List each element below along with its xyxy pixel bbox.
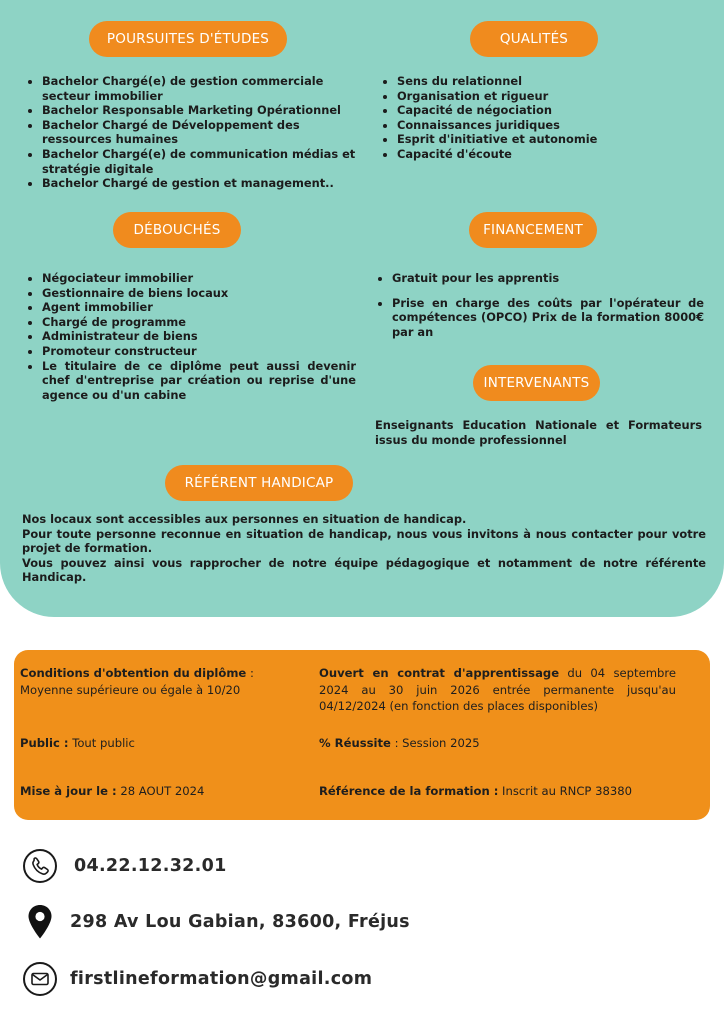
financement-heading: FINANCEMENT [469, 212, 597, 248]
handicap-text [22, 512, 706, 585]
list-item: • Bachelor Chargé de Développement des ressources humaines [42, 118, 362, 147]
list-item: • Prise en charge des coûts par l'opérateur de compétences (OPCO) Prix de la formation 8000€ par an [392, 296, 704, 340]
handicap-heading: RÉFÉRENT HANDICAP [165, 465, 353, 501]
list-item: • Le titulaire de ce diplôme peut aussi devenir chef d'entreprise par création ou reprise d'une agence ou d'un cabine [42, 359, 356, 403]
reussite-value: : Session 2025 [390, 736, 480, 750]
list-item: • Gratuit pour les apprentis [392, 271, 704, 286]
list-item: • Négociateur immobilier [42, 271, 356, 286]
list-item: • Esprit d'initiative et autonomie [397, 132, 717, 147]
reference-info [319, 783, 676, 800]
intervenants-heading: INTERVENANTS [473, 365, 600, 401]
public-value: Tout public [68, 736, 135, 750]
ouvert-label: Ouvert en contrat d'apprentissage [319, 666, 560, 680]
poursuites-list [26, 74, 362, 191]
contact-address[interactable] [22, 903, 410, 941]
list-item: • Capacité de négociation [397, 103, 717, 118]
conditions-separator: : [246, 666, 254, 680]
qualites-list [381, 74, 717, 162]
list-item: • Sens du relationnel [397, 74, 717, 89]
phone-number[interactable]: 04.22.12.32.01 [74, 856, 227, 876]
contact-email[interactable] [22, 961, 372, 997]
phone-icon [22, 848, 58, 884]
reussite-label: % Réussite [319, 736, 391, 750]
handicap-line-2: Pour toute personne reconnue en situation de handicap, nous vous invitons à nous contacter pour votre projet de formation. [22, 526, 706, 556]
location-pin-icon [22, 903, 58, 941]
reference-value: Inscrit au RNCP 38380 [498, 784, 632, 798]
public-label: Public : [20, 736, 69, 750]
ouvert-info [319, 665, 676, 715]
email-address[interactable]: firstlineformation@gmail.com [70, 969, 373, 989]
list-item: • Capacité d'écoute [397, 147, 717, 162]
poursuites-heading: POURSUITES D'ÉTUDES [89, 21, 287, 57]
list-item: • Promoteur constructeur [42, 344, 356, 359]
list-item: • Connaissances juridiques [397, 118, 717, 133]
conditions-value: Moyenne supérieure ou égale à 10/20 [20, 682, 241, 697]
reussite-info [319, 735, 676, 752]
public-info [20, 735, 300, 752]
conditions-info [20, 665, 300, 698]
maj-value: 28 AOUT 2024 [116, 784, 205, 798]
financement-list [376, 271, 704, 339]
handicap-line-3: Vous pouvez ainsi vous rapprocher de notre équipe pédagogique et notamment de notre référente Handicap. [22, 555, 706, 585]
conditions-label: Conditions d'obtention du diplôme [20, 666, 247, 680]
maj-label: Mise à jour le : [20, 784, 117, 798]
handicap-line-1: Nos locaux sont accessibles aux personnes en situation de handicap. [22, 512, 467, 526]
address-text[interactable]: 298 Av Lou Gabian, 83600, Fréjus [70, 912, 410, 932]
list-item: • Gestionnaire de biens locaux [42, 286, 356, 301]
reference-label: Référence de la formation : [319, 784, 499, 798]
list-item: • Agent immobilier [42, 300, 356, 315]
list-item: • Administrateur de biens [42, 329, 356, 344]
list-item: • Organisation et rigueur [397, 89, 717, 104]
list-item: • Bachelor Chargé(e) de communication médias et stratégie digitale [42, 147, 362, 176]
list-item: • Bachelor Chargé(e) de gestion commerciale secteur immobilier [42, 74, 362, 103]
ouvert-value: du 04 septembre 2024 au 30 juin 2026 entrée permanente jusqu'au 04/12/2024 (en fonction des places disponibles) [319, 666, 677, 714]
intervenants-text: Enseignants Education Nationale et Formateurs issus du monde professionnel [375, 418, 702, 447]
list-item: • Chargé de programme [42, 315, 356, 330]
qualites-heading: QUALITÉS [470, 21, 598, 57]
debouches-list [26, 271, 356, 402]
email-icon [22, 961, 58, 997]
debouches-heading: DÉBOUCHÉS [113, 212, 241, 248]
list-item: • Bachelor Responsable Marketing Opérationnel [42, 103, 362, 118]
contact-phone[interactable] [22, 848, 227, 884]
maj-info [20, 783, 300, 800]
list-item: • Bachelor Chargé de gestion et management.. [42, 176, 362, 191]
